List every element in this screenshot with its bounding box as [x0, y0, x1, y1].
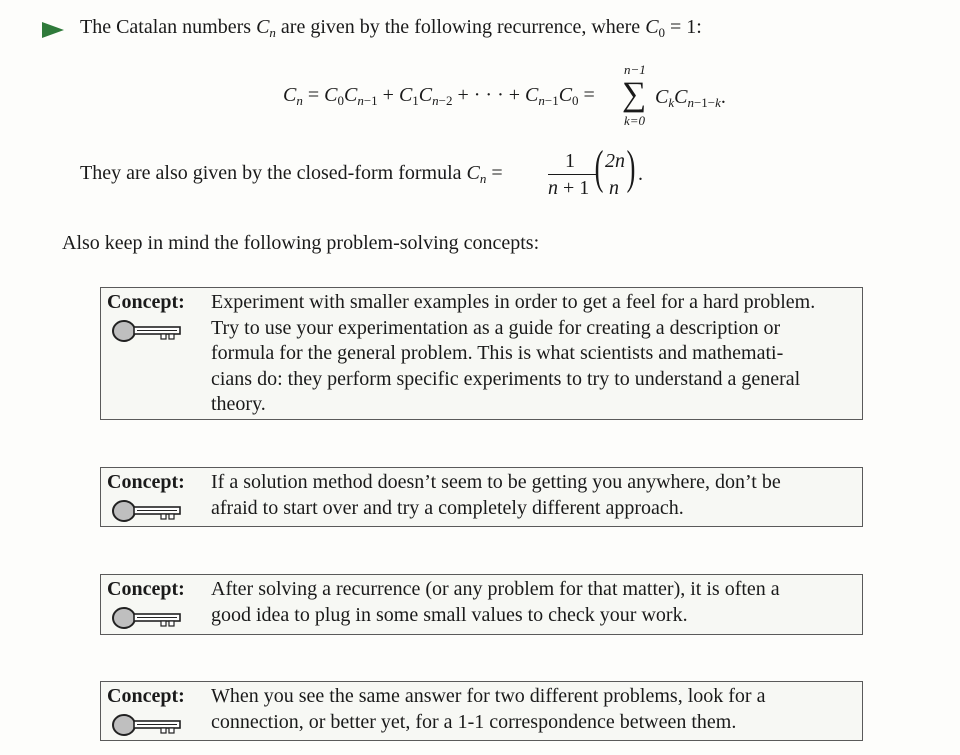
concept-text: If a solution method doesn’t seem to be getting you anywhere, don’t be afraid to start over and try a completely different approach. [211, 471, 781, 519]
concept-label: Concept: [107, 471, 185, 493]
key-icon [111, 497, 183, 525]
key-icon [111, 317, 183, 345]
closed-form-sentence: They are also given by the closed-form formula $C_n$ = [80, 162, 503, 186]
sum-term: $C_kC_{n-1-k}$. [655, 86, 726, 110]
concept-label: Concept: [107, 685, 185, 707]
closed-form-period: . [638, 163, 643, 185]
fraction-bar [548, 174, 596, 175]
concept-box-1 [100, 287, 863, 420]
sum-upper-limit: n−1 [624, 62, 646, 77]
concept-text: When you see the same answer for two different problems, look for a connection, or better yet, for a 1-1 correspondence between them. [211, 685, 766, 733]
intro-sentence: The Catalan numbers $C_n$ are given by the following recurrence, where $C_0 = 1$: [80, 16, 702, 40]
concept-box-2 [100, 467, 863, 527]
sum-lower-limit: k=0 [624, 113, 646, 128]
concept-label: Concept: [107, 578, 185, 600]
concept-box-4 [100, 681, 863, 741]
concept-box-3 [100, 574, 863, 635]
concepts-intro: Also keep in mind the following problem-solving concepts: [62, 232, 540, 254]
binom-bottom: n [609, 177, 619, 199]
summation-sign: ∑ [622, 76, 647, 113]
recurrence-equation: $C_n = C_0C_{n-1} + C_1C_{n-2}$ + · · · + $C_{n-1}C_0$ = [283, 84, 595, 108]
key-icon [111, 604, 183, 632]
fraction-denominator: n + 1 [548, 177, 590, 199]
concept-text: After solving a recurrence (or any problem for that matter), it is often a good idea to plug in some small values to check your work. [211, 578, 780, 626]
key-icon [111, 711, 183, 739]
triangle-bullet-icon [42, 22, 64, 38]
concept-label: Concept: [107, 291, 185, 313]
fraction-numerator: 1 [565, 150, 575, 172]
concept-text: Experiment with smaller examples in order to get a feel for a hard problem. Try to use your experimentation as a guide for creating a description or formula for the general problem. This is what scientists and mathemati- cians do: they perform specific experiments to try to understand a general theory. [211, 291, 816, 415]
binom-left-paren: ( [594, 141, 604, 194]
binom-right-paren: ) [626, 141, 636, 194]
binom-top: 2n [605, 150, 625, 172]
